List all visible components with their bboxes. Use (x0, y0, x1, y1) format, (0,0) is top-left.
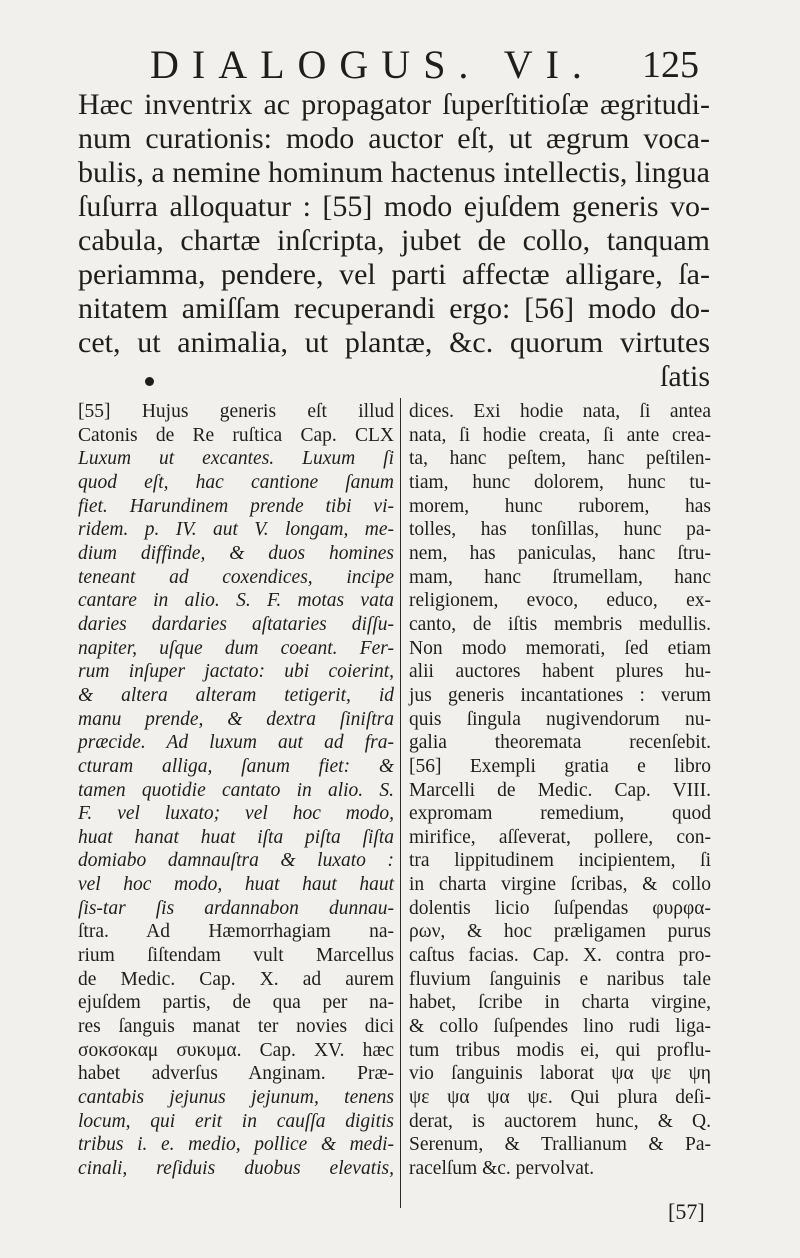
text-line: tribus i. e. medio, pollice & medi- (78, 1134, 394, 1156)
text-line: ſatis (660, 360, 710, 393)
text-line: cantabis jejunus jejunum, tenens (78, 1087, 394, 1109)
text-line: napiter, uſque dum coeant. Fer- (78, 637, 394, 659)
text-line: tolles, has tonſillas, hunc pa- (409, 519, 711, 541)
text-line: vio ſanguinis laborat ψα ψε ψη (409, 1063, 711, 1085)
text-line: rium ſiſtendam vult Marcellus (78, 945, 394, 967)
text-line: tra lippitudinem incipientem, ſi (409, 850, 711, 872)
page-number: 125 (642, 44, 699, 86)
text-line: de Medic. Cap. X. ad aurem (78, 968, 394, 990)
text-line: alii auctores habent plures hu- (409, 661, 711, 683)
text-line: tamen quotidie cantato in alio. S. (78, 779, 394, 801)
text-line: domiabo damnauſtra & luxato : (78, 850, 394, 872)
text-line: derat, is auctorem hunc, & Q. (409, 1110, 711, 1132)
text-line: mam, hanc ſtrumellam, hanc (409, 566, 711, 588)
text-line: [55] Hujus generis eſt illud (78, 401, 394, 422)
text-line: tiam, hunc dolorem, hunc tu- (409, 471, 711, 493)
text-line: racelſum &c. pervolvat. (409, 1158, 595, 1179)
text-line: F. vel luxato; vel hoc modo, (78, 803, 394, 825)
text-line: ρων, & hoc præligamen purus (409, 921, 711, 943)
page-header (0, 40, 800, 90)
text-line: Serenum, & Trallianum & Pa- (409, 1134, 711, 1156)
text-line: & collo ſuſpendes lino rudi liga- (409, 1016, 711, 1038)
text-line: cet, ut animalia, ut plantæ, &c. quorum virtutes (78, 326, 710, 359)
text-line: in charta virgine ſcribas, & collo (409, 874, 711, 896)
text-line: locum, qui erit in cauſſa digitis (78, 1110, 394, 1132)
text-line: caſtus facias. Cap. X. contra pro- (409, 945, 711, 967)
text-line: num curationis: modo auctor eſt, ut ægrum voca- (78, 122, 710, 155)
text-line: fluvium ſanguinis e naribus tale (409, 968, 711, 990)
text-line: & altera alteram tetigerit, id (78, 684, 394, 706)
text-line: jus generis incantationes : verum (409, 684, 711, 706)
text-line: Non modo memorati, ſed etiam (409, 637, 711, 659)
text-line: galia theoremata recenſebit. (409, 732, 711, 754)
text-line: cinali, reſiduis duobus elevatis, (78, 1158, 394, 1179)
text-line: ridem. p. IV. aut V. longam, me- (78, 519, 394, 541)
text-line: cturam alliga, ſanum fiet: & (78, 755, 394, 777)
text-line: tum tribus modis ei, qui proflu- (409, 1039, 711, 1061)
text-line: daries dardaries aſtataries diſſu- (78, 613, 394, 635)
text-line: Hæc inventrix ac propagator ſuperſtitioſæ ægritudi- (78, 88, 710, 121)
text-line: rum inſuper jactato: ubi coierint, (78, 661, 394, 683)
footnote-column-right (409, 400, 711, 1181)
text-line: nitatem amiſſam recuperandi ergo: [56] modo do- (78, 292, 710, 325)
text-line: dium diffinde, & duos homines (78, 542, 394, 564)
text-line: huat hanat huat iſta piſta ſiſta (78, 826, 394, 848)
bullet-mark (145, 377, 154, 386)
text-line: dices. Exi hodie nata, ſi antea (409, 401, 711, 422)
text-line: periamma, pendere, vel parti affectæ alligare, ſa- (78, 258, 710, 291)
text-line: fiet. Harundinem prende tibi vi- (78, 495, 394, 517)
text-line: ta, hanc peſtem, hanc peſtilen- (409, 448, 711, 470)
main-text-block (78, 88, 710, 394)
text-line: bulis, a nemine hominum hactenus intellectis, lingua (78, 156, 710, 189)
text-line: ſuſurra alloquatur : [55] modo ejuſdem generis vo- (78, 190, 710, 223)
text-line: nem, has paniculas, hanc ſtru- (409, 542, 711, 564)
text-line: vel hoc modo, huat haut haut (78, 874, 394, 896)
text-line: quis ſingula nugivendorum nu- (409, 708, 711, 730)
text-line: canto, de iſtis membris medullis. (409, 613, 711, 635)
text-line: morem, hunc ruborem, has (409, 495, 711, 517)
text-line: dolentis licio ſuſpendas φυρφα- (409, 897, 711, 919)
text-line: quod eſt, hac cantione ſanum (78, 471, 394, 493)
footnote-column-left (78, 400, 394, 1181)
text-line: cantare in alio. S. F. motas vata (78, 590, 394, 612)
text-line: Luxum ut excantes. Luxum ſi (78, 448, 394, 470)
text-line: ſtra. Ad Hæmorrhagiam na- (78, 921, 394, 943)
text-line: præcide. Ad luxum aut ad fra- (78, 732, 394, 754)
text-line: σοκσοκαμ συκυμα. Cap. XV. hæc (78, 1039, 394, 1061)
text-line: expromam remedium, quod (409, 803, 711, 825)
text-line: Catonis de Re ruſtica Cap. CLX (78, 424, 394, 446)
text-line: manu prende, & dextra ſiniſtra (78, 708, 394, 730)
text-line: religionem, evoco, educo, ex- (409, 590, 711, 612)
text-line: nata, ſi hodie creata, ſi ante crea- (409, 424, 711, 446)
text-line: mirifice, aſſeverat, pollere, con- (409, 826, 711, 848)
text-line: ejuſdem partis, de qua per na- (78, 992, 394, 1014)
column-divider (400, 398, 401, 1208)
text-line: teneant ad coxendices, incipe (78, 566, 394, 588)
running-head: DIALOGUS. VI. (150, 42, 595, 87)
text-line: [56] Exempli gratia e libro (409, 755, 711, 777)
catchword: [57] (668, 1199, 705, 1224)
text-line: Marcelli de Medic. Cap. VIII. (409, 779, 711, 801)
text-line: res ſanguis manat ter novies dici (78, 1016, 394, 1038)
text-line: habet adverſus Anginam. Præ- (78, 1063, 394, 1085)
text-line: ſis-tar ſis ardannabon dunnau- (78, 897, 394, 919)
text-line: cabula, chartæ inſcripta, jubet de collo, tanquam (78, 224, 710, 257)
text-line: habet, ſcribe in charta virgine, (409, 992, 711, 1014)
text-line: ψε ψα ψα ψε. Qui plura deſi- (409, 1087, 711, 1109)
